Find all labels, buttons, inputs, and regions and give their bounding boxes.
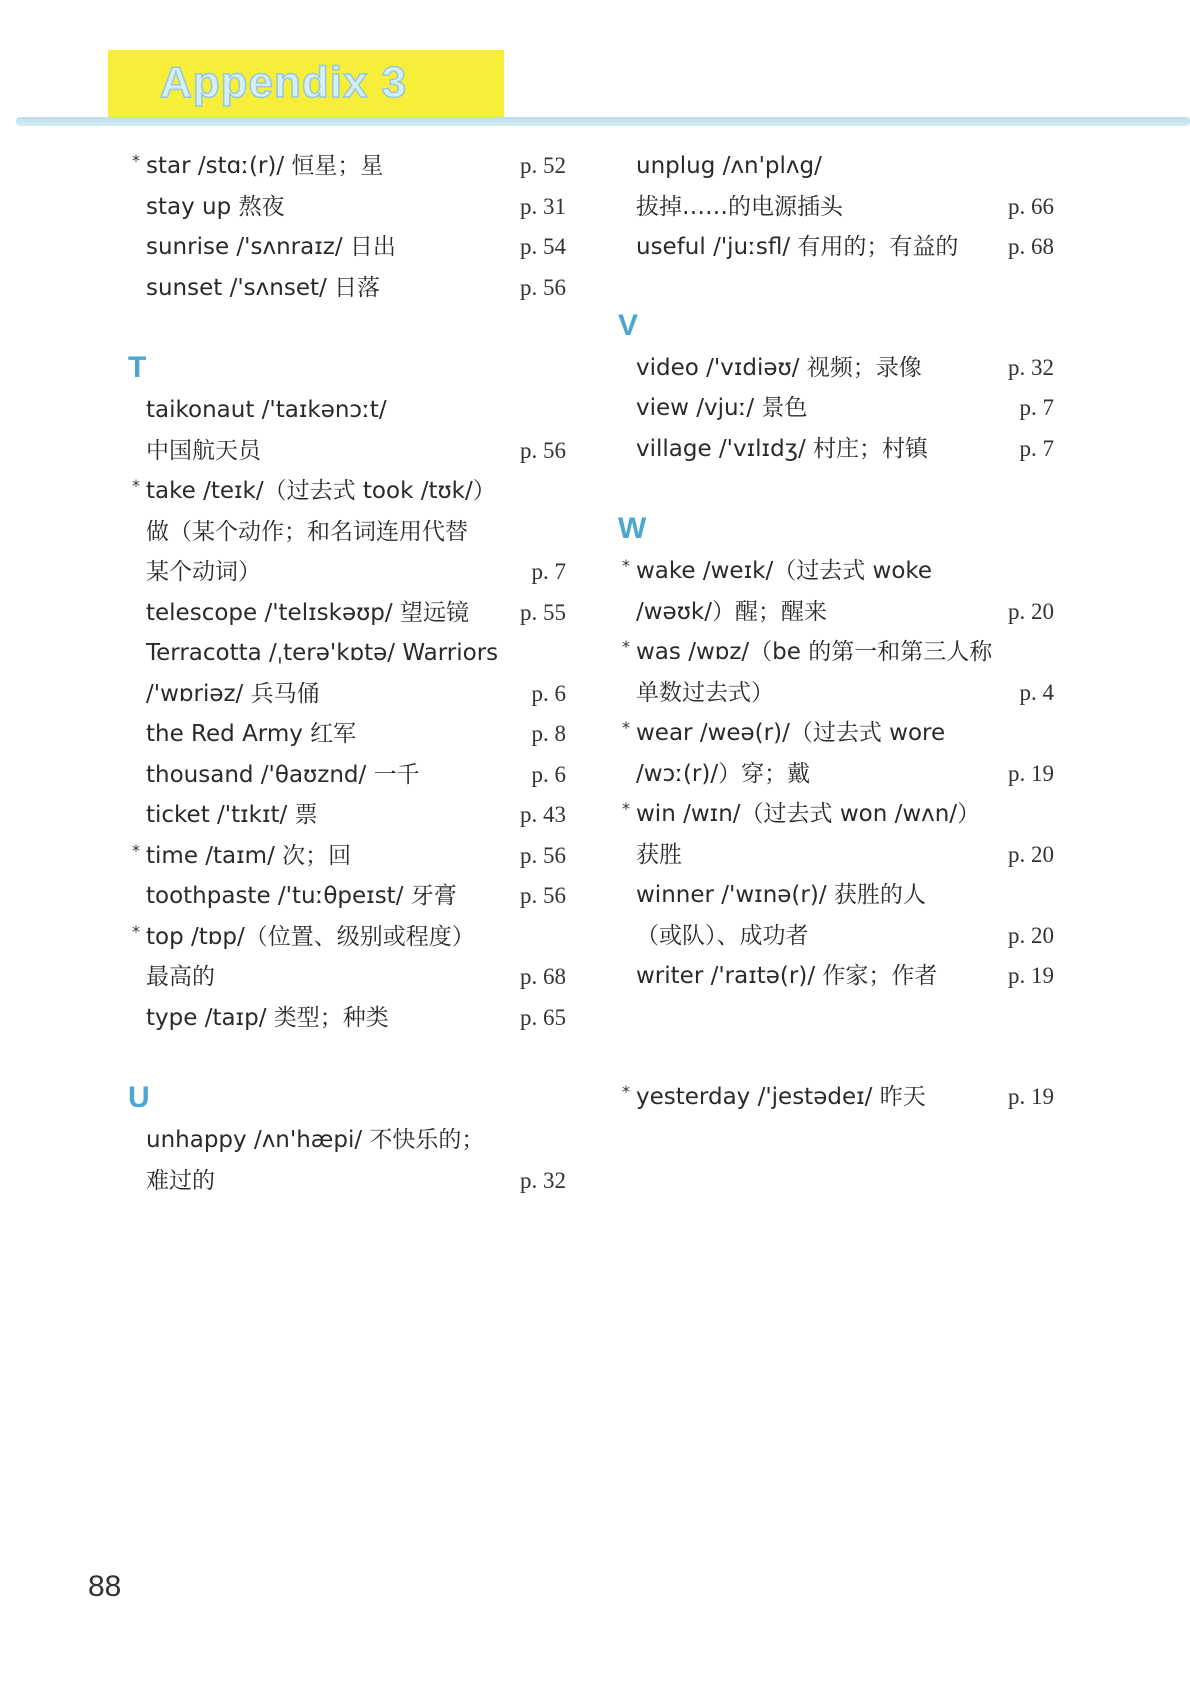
glossary-entry [128, 917, 566, 998]
entry-list [618, 551, 1054, 997]
entry-text: stay up 熬夜 [146, 193, 285, 220]
entry-text: /wəʊk/）醒；醒来 [636, 598, 827, 625]
page-reference: p. 56 [520, 437, 566, 463]
page-reference: p. 20 [1008, 922, 1054, 948]
glossary-entry [618, 227, 1054, 268]
page-reference: p. 31 [520, 193, 566, 219]
entry-text: win /wɪn/（过去式 won /wʌn/） [636, 801, 981, 827]
glossary-entry [128, 998, 566, 1039]
entry-text: thousand /'θaʊznd/ 一千 [146, 761, 420, 788]
page-reference: p. 7 [531, 559, 566, 584]
section-letter-t: T [128, 351, 147, 384]
entry-text: 单数过去式） [636, 679, 774, 706]
page-reference: p. 6 [531, 761, 566, 787]
left-column [128, 146, 566, 1201]
entry-list [128, 146, 566, 308]
glossary-entry [128, 714, 566, 755]
entry-text: unhappy /ʌn'hæpi/ 不快乐的； [146, 1127, 485, 1153]
entry-text: 拔掉……的电源插头 [636, 193, 843, 220]
entry-list [128, 390, 566, 1038]
entry-text: writer /'raɪtə(r)/ 作家；作者 [636, 963, 938, 989]
glossary-entry [128, 1120, 566, 1201]
asterisk-icon: * [622, 718, 630, 737]
entry-text: 难过的 [146, 1167, 215, 1194]
page-reference: p. 43 [520, 802, 566, 827]
glossary-entry [128, 755, 566, 796]
page-reference: p. 68 [520, 964, 566, 989]
asterisk-icon: * [132, 476, 140, 495]
section-letter-u: U [128, 1081, 150, 1114]
entry-text: star /stɑː(r)/ 恒星；星 [146, 153, 384, 179]
entry-text: wake /weɪk/（过去式 woke [636, 558, 933, 584]
glossary-entry [128, 876, 566, 917]
page-reference: p. 19 [1008, 1083, 1054, 1109]
glossary-entry [128, 227, 566, 268]
entry-text: ticket /'tɪkɪt/ 票 [146, 802, 318, 828]
page-reference: p. 20 [1008, 841, 1054, 867]
entry-text: sunset /'sʌnset/ 日落 [146, 274, 381, 301]
page-reference: p. 32 [1008, 354, 1054, 380]
page-reference: p. 19 [1008, 963, 1054, 988]
page-reference: p. 56 [520, 274, 566, 300]
glossary-entry [618, 956, 1054, 997]
appendix-title: Appendix 3 [160, 58, 408, 107]
page-reference: p. 7 [1019, 435, 1054, 461]
glossary-entry [618, 794, 1054, 875]
entry-text: 最高的 [146, 964, 215, 990]
entry-text: /'wɒriəz/ 兵马俑 [146, 680, 320, 707]
glossary-entry [618, 875, 1054, 956]
glossary-entry [128, 795, 566, 836]
asterisk-icon: * [132, 840, 140, 860]
page-reference: p. 56 [520, 842, 566, 868]
entry-text: time /taɪm/ 次；回 [146, 842, 352, 869]
page-reference: p. 8 [531, 721, 566, 746]
section-letter-v: V [618, 308, 639, 342]
entry-text: village /'vɪlɪdʒ/ 村庄；村镇 [636, 435, 929, 462]
glossary-entry [618, 348, 1054, 389]
entry-text: top /tɒp/（位置、级别或程度） [146, 923, 475, 950]
entry-text: telescope /'telɪskəʊp/ 望远镜 [146, 599, 469, 626]
glossary-entry [128, 268, 566, 309]
page-reference: p. 65 [520, 1004, 566, 1030]
page-reference: p. 19 [1008, 760, 1054, 786]
page-reference: p. 66 [1008, 193, 1054, 219]
page-reference: p. 56 [520, 883, 566, 908]
page-reference: p. 20 [1008, 598, 1054, 624]
entry-text: taikonaut /'taɪkənɔːt/ [146, 397, 387, 423]
glossary-entry [618, 1077, 1054, 1118]
section-letter-w: W [618, 512, 647, 545]
asterisk-icon: * [622, 799, 630, 818]
entry-text: video /'vɪdiəʊ/ 视频；录像 [636, 354, 922, 381]
glossary-entry [618, 388, 1054, 429]
glossary-entry [128, 633, 566, 714]
entry-text: 做（某个动作；和名词连用代替 [146, 518, 468, 545]
page-number: 88 [88, 1570, 122, 1603]
entry-list [128, 1120, 566, 1201]
entry-text: type /taɪp/ 类型；种类 [146, 1004, 389, 1031]
entry-text: unplug /ʌn'plʌg/ [636, 153, 822, 179]
entry-text: toothpaste /'tuːθpeɪst/ 牙膏 [146, 883, 457, 909]
glossary-entry [128, 836, 566, 877]
glossary-entry [128, 146, 566, 187]
glossary-entry [618, 146, 1054, 227]
entry-text: take /teɪk/（过去式 took /tʊk/） [146, 478, 496, 504]
entry-text: 某个动词） [146, 559, 261, 585]
glossary-entry [128, 593, 566, 634]
page-reference: p. 52 [520, 153, 566, 178]
entry-text: sunrise /'sʌnraɪz/ 日出 [146, 234, 396, 260]
entry-text: winner /'wɪnə(r)/ 获胜的人 [636, 882, 926, 908]
asterisk-icon: * [132, 921, 140, 941]
entry-text: yesterday /'jestədeɪ/ 昨天 [636, 1083, 926, 1110]
entry-text: was /wɒz/（be 的第一和第三人称 [636, 639, 993, 665]
entry-text: wear /weə(r)/（过去式 wore [636, 720, 946, 746]
page-reference: p. 54 [520, 234, 566, 259]
entry-text: /wɔː(r)/）穿；戴 [636, 760, 811, 787]
page-reference: p. 6 [531, 680, 566, 706]
glossary-entry [618, 713, 1054, 794]
entry-text: Terracotta /ˌterə'kɒtə/ Warriors [146, 640, 499, 666]
entry-list [618, 146, 1054, 268]
entry-list [618, 1077, 1054, 1118]
page-reference: p. 55 [520, 599, 566, 625]
entry-text: （或队）、成功者 [636, 922, 809, 949]
entry-text: the Red Army 红军 [146, 721, 357, 747]
entry-text: 获胜 [636, 841, 682, 868]
entry-text: 中国航天员 [146, 437, 261, 464]
glossary-entry [618, 429, 1054, 470]
asterisk-icon: * [622, 637, 630, 656]
asterisk-icon: * [132, 151, 140, 170]
page-reference: p. 4 [1019, 679, 1054, 705]
page-reference: p. 68 [1008, 234, 1054, 259]
page-reference: p. 7 [1019, 395, 1054, 420]
asterisk-icon: * [622, 1081, 630, 1101]
glossary-entry [618, 551, 1054, 632]
entry-text: view /vjuː/ 景色 [636, 395, 808, 421]
page-reference: p. 32 [520, 1167, 566, 1193]
glossary-entry [128, 471, 566, 593]
glossary-entry [128, 187, 566, 228]
glossary-entry [128, 390, 566, 471]
glossary-entry [618, 632, 1054, 713]
right-column [618, 146, 1054, 1117]
entry-text: useful /'juːsfl/ 有用的；有益的 [636, 234, 959, 260]
asterisk-icon: * [622, 556, 630, 575]
header-rule [16, 117, 1190, 126]
entry-list [618, 348, 1054, 470]
